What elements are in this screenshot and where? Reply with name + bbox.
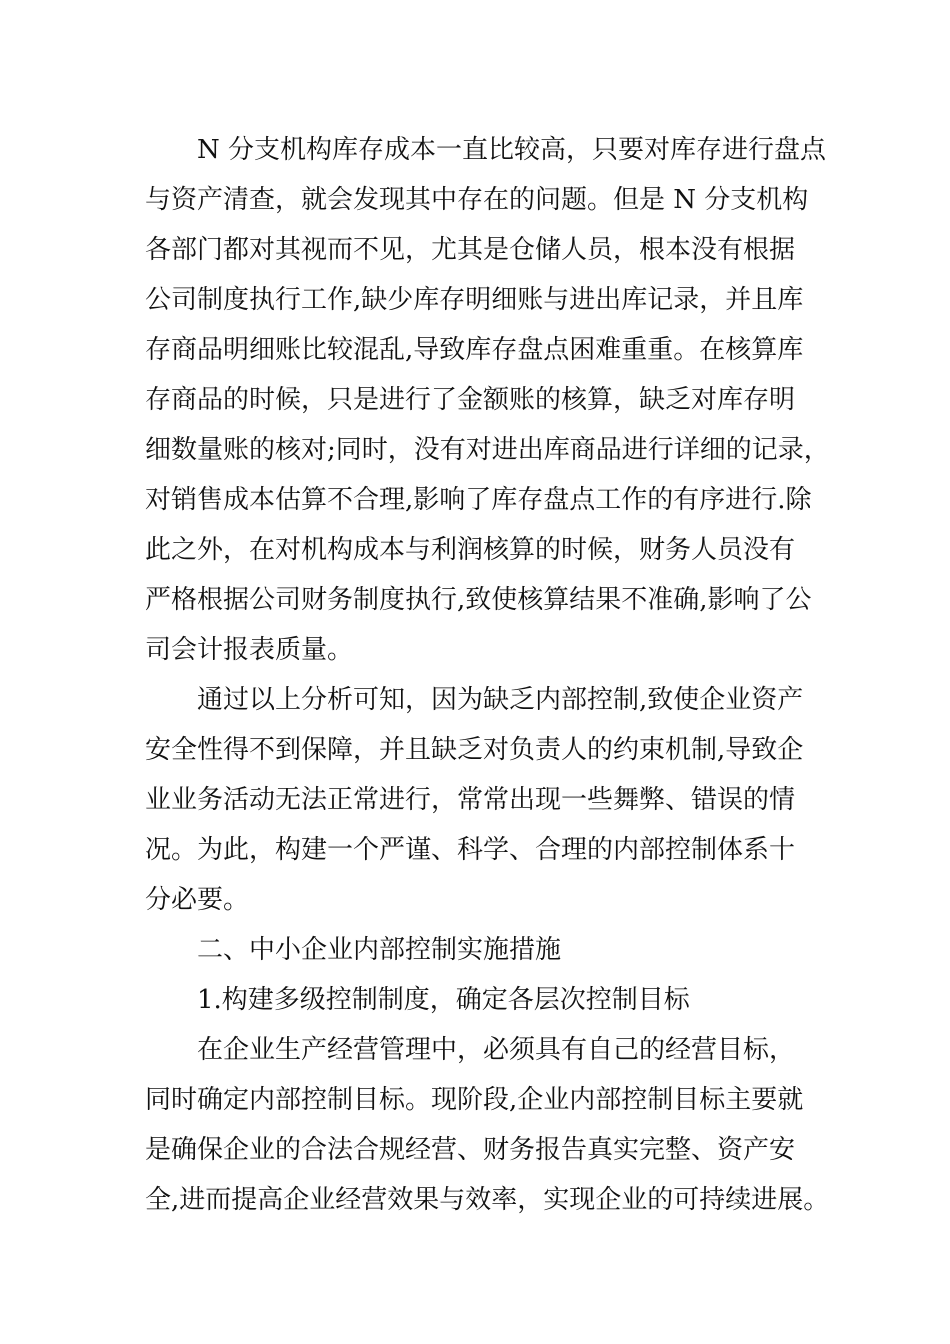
paragraph-3-line-3: 是确保企业的合法合规经营、财务报告真实完整、资产安 <box>145 1135 796 1165</box>
paragraph-2-line-3: 业业务活动无法正常进行，常常出现一些舞弊、错误的情 <box>145 785 796 815</box>
paragraph-1-line-1: N 分支机构库存成本一直比较高，只要对库存进行盘点 <box>197 135 827 165</box>
paragraph-1-line-4: 公司制度执行工作,缺少库存明细账与进出库记录，并且库 <box>145 285 804 315</box>
paragraph-1-line-5: 存商品明细账比较混乱,导致库存盘点困难重重。在核算库 <box>145 335 804 365</box>
section-heading: 二、中小企业内部控制实施措施 <box>197 935 562 965</box>
paragraph-2-line-4: 况。为此，构建一个严谨、科学、合理的内部控制体系十 <box>145 835 796 865</box>
paragraph-2-line-1: 通过以上分析可知，因为缺乏内部控制,致使企业资产 <box>197 685 804 715</box>
paragraph-1-line-9: 此之外，在对机构成本与利润核算的时候，财务人员没有 <box>145 535 796 565</box>
subsection-heading: 1.构建多级控制制度，确定各层次控制目标 <box>197 985 690 1015</box>
paragraph-1-line-11: 司会计报表质量。 <box>145 635 354 665</box>
paragraph-3-line-2: 同时确定内部控制目标。现阶段,企业内部控制目标主要就 <box>145 1085 804 1115</box>
paragraph-1-line-2: 与资产清查，就会发现其中存在的问题。但是 N 分支机构 <box>145 185 809 215</box>
paragraph-3-line-1: 在企业生产经营管理中，必须具有自己的经营目标， <box>197 1035 796 1065</box>
paragraph-1-line-7: 细数量账的核对;同时，没有对进出库商品进行详细的记录， <box>145 435 830 465</box>
paragraph-1-line-8: 对销售成本估算不合理,影响了库存盘点工作的有序进行.除 <box>145 485 812 515</box>
paragraph-3-line-4: 全,进而提高企业经营效果与效率，实现企业的可持续进展。 <box>145 1185 830 1215</box>
paragraph-1-line-3: 各部门都对其视而不见，尤其是仓储人员，根本没有根据 <box>145 235 796 265</box>
paragraph-2-line-5: 分必要。 <box>145 885 250 915</box>
paragraph-1-line-10: 严格根据公司财务制度执行,致使核算结果不准确,影响了公 <box>145 585 812 615</box>
paragraph-2-line-2: 安全性得不到保障，并且缺乏对负责人的约束机制,导致企 <box>145 735 804 765</box>
paragraph-1-line-6: 存商品的时候，只是进行了金额账的核算，缺乏对库存明 <box>145 385 796 415</box>
